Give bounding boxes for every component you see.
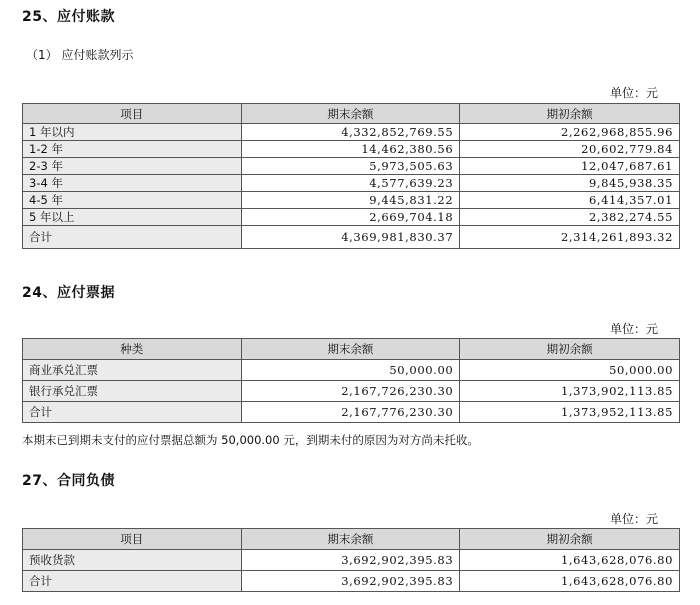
total-label: 合计 — [23, 226, 242, 249]
begin-balance-cell: 1,643,628,076.80 — [460, 550, 680, 571]
header-end-balance: 期末余额 — [241, 529, 460, 550]
header-end-balance: 期末余额 — [241, 339, 460, 360]
header-begin-balance: 期初余额 — [460, 104, 680, 124]
table-row — [23, 175, 680, 192]
table-row — [23, 381, 680, 402]
header-type: 种类 — [23, 339, 242, 360]
row-label: 3-4 年 — [23, 175, 242, 192]
row-label: 预收货款 — [23, 550, 242, 571]
section-25-subtitle: （1） 应付账款列示 — [26, 48, 134, 62]
row-label: 银行承兑汇票 — [23, 381, 242, 402]
begin-balance-cell: 9,845,938.35 — [460, 175, 680, 192]
end-balance-cell: 5,973,505.63 — [241, 158, 460, 175]
section-27-unit: 单位：元 — [609, 512, 658, 526]
begin-balance-cell: 1,373,902,113.85 — [460, 381, 680, 402]
header-item: 项目 — [23, 529, 242, 550]
table-header-row — [23, 529, 680, 550]
accounts-payable-table — [22, 103, 680, 249]
table-header-row — [23, 104, 680, 124]
table-row — [23, 192, 680, 209]
begin-balance-cell: 12,047,687.61 — [460, 158, 680, 175]
row-label: 2-3 年 — [23, 158, 242, 175]
end-balance-cell: 4,577,639.23 — [241, 175, 460, 192]
total-begin-balance: 1,643,628,076.80 — [460, 571, 680, 592]
section-25-title: 25、应付账款 — [22, 9, 115, 25]
row-label: 5 年以上 — [23, 209, 242, 226]
table-total-row — [23, 226, 680, 249]
row-label: 1-2 年 — [23, 141, 242, 158]
end-balance-cell: 14,462,380.56 — [241, 141, 460, 158]
table-row — [23, 360, 680, 381]
contract-liabilities-table — [22, 528, 680, 592]
end-balance-cell: 4,332,852,769.55 — [241, 124, 460, 141]
table-total-row — [23, 571, 680, 592]
section-24-unit: 单位：元 — [609, 322, 658, 336]
table-row — [23, 209, 680, 226]
notes-payable-table — [22, 338, 680, 423]
end-balance-cell: 2,167,726,230.30 — [241, 381, 460, 402]
end-balance-cell: 3,692,902,395.83 — [241, 550, 460, 571]
begin-balance-cell: 2,382,274.55 — [460, 209, 680, 226]
total-label: 合计 — [23, 402, 242, 423]
header-begin-balance: 期初余额 — [460, 529, 680, 550]
total-begin-balance: 2,314,261,893.32 — [460, 226, 680, 249]
header-begin-balance: 期初余额 — [460, 339, 680, 360]
total-end-balance: 3,692,902,395.83 — [241, 571, 460, 592]
end-balance-cell: 9,445,831.22 — [241, 192, 460, 209]
table-row — [23, 141, 680, 158]
begin-balance-cell: 6,414,357.01 — [460, 192, 680, 209]
total-begin-balance: 1,373,952,113.85 — [460, 402, 680, 423]
table-header-row — [23, 339, 680, 360]
header-end-balance: 期末余额 — [241, 104, 460, 124]
row-label: 商业承兑汇票 — [23, 360, 242, 381]
header-item: 项目 — [23, 104, 242, 124]
table-row — [23, 158, 680, 175]
table-row — [23, 550, 680, 571]
section-25-unit: 单位：元 — [609, 86, 658, 100]
end-balance-cell: 50,000.00 — [241, 360, 460, 381]
row-label: 1 年以内 — [23, 124, 242, 141]
begin-balance-cell: 2,262,968,855.96 — [460, 124, 680, 141]
table-row — [23, 124, 680, 141]
begin-balance-cell: 20,602,779.84 — [460, 141, 680, 158]
row-label: 4-5 年 — [23, 192, 242, 209]
notes-payable-note: 本期末已到期未支付的应付票据总额为 50,000.00 元，到期未付的原因为对方尚未托收。 — [22, 433, 479, 447]
section-24-title: 24、应付票据 — [22, 285, 115, 301]
end-balance-cell: 2,669,704.18 — [241, 209, 460, 226]
total-end-balance: 4,369,981,830.37 — [241, 226, 460, 249]
total-end-balance: 2,167,776,230.30 — [241, 402, 460, 423]
section-27-title: 27、合同负债 — [22, 473, 115, 489]
begin-balance-cell: 50,000.00 — [460, 360, 680, 381]
total-label: 合计 — [23, 571, 242, 592]
table-total-row — [23, 402, 680, 423]
